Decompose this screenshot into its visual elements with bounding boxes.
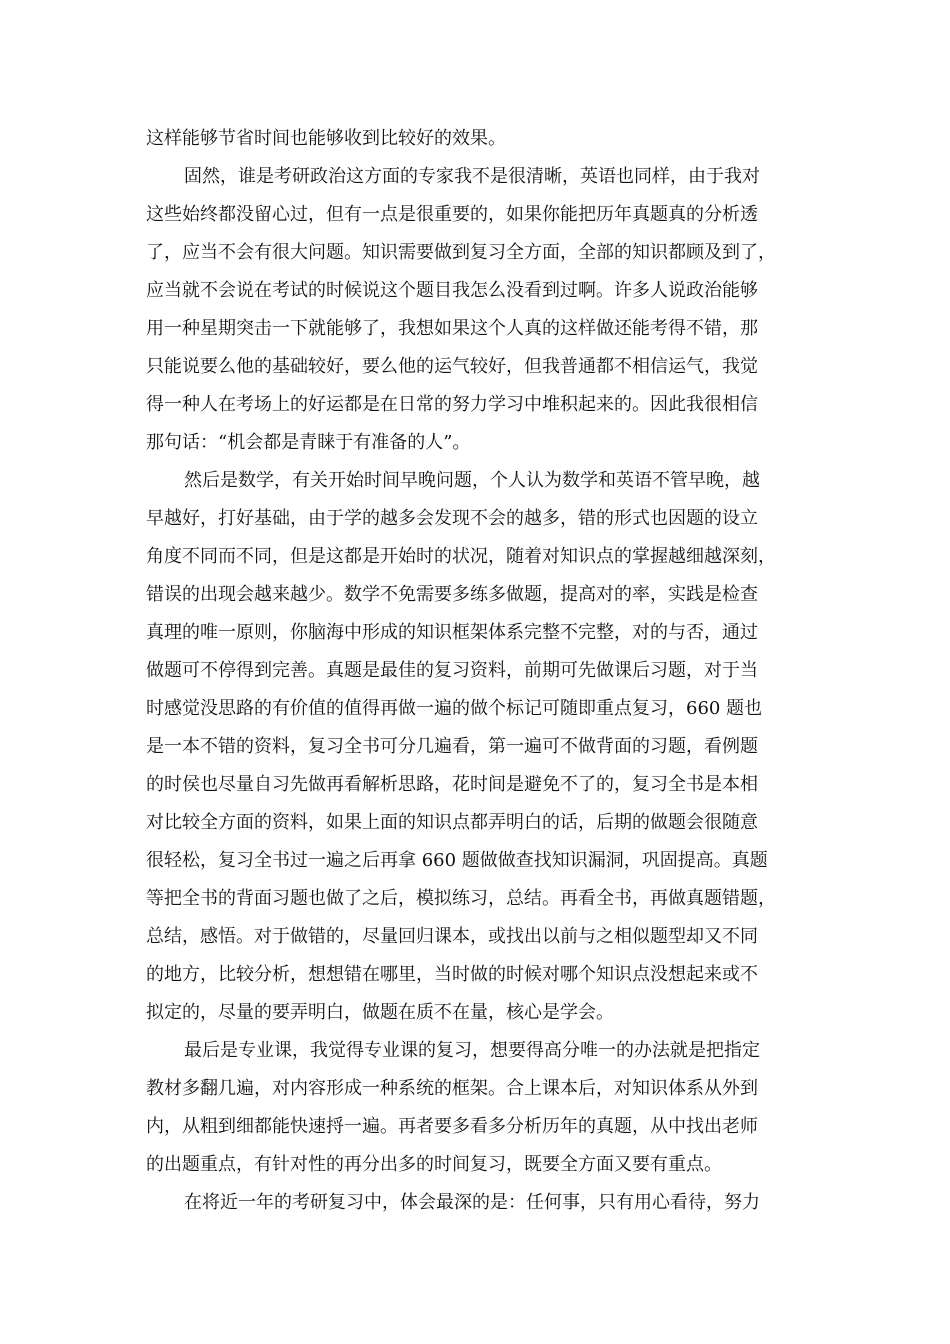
text-line: 得一种人在考场上的好运都是在日常的努力学习中堆积起来的。因此我很相信 — [146, 394, 758, 415]
text-line: 角度不同而不同，但是这都是开始时的状况，随着对知识点的掌握越细越深刻， — [146, 546, 776, 567]
text-line: 总结，感悟。对于做错的，尽量回归课本，或找出以前与之相似题型却又不同 — [146, 926, 758, 947]
text-line: 时感觉没思路的有价值的值得再做一遍的做个标记可随即重点复习，660 题也 — [146, 698, 763, 719]
text-line: 这些始终都没留心过，但有一点是很重要的，如果你能把历年真题真的分析透 — [146, 204, 758, 225]
paragraph-start-politics: 固然，谁是考研政治这方面的专家我不是很清晰，英语也同样，由于我对 — [184, 166, 760, 187]
text-line: 应当就不会说在考试的时候说这个题目我怎么没看到过啊。许多人说政治能够 — [146, 280, 758, 301]
text-line: 的地方，比较分析，想想错在哪里，当时做的时候对哪个知识点没想起来或不 — [146, 964, 758, 985]
text-line: 错误的出现会越来越少。数学不免需要多练多做题，提高对的率，实践是检查 — [146, 584, 758, 605]
text-line: 内，从粗到细都能快速捋一遍。再者要多看多分析历年的真题，从中找出老师 — [146, 1116, 758, 1137]
text-line: 早越好，打好基础，由于学的越多会发现不会的越多，错的形式也因题的设立 — [146, 508, 758, 529]
text-line: 只能说要么他的基础较好，要么他的运气较好，但我普通都不相信运气，我觉 — [146, 356, 758, 377]
text-line: 教材多翻几遍，对内容形成一种系统的框架。合上课本后，对知识体系从外到 — [146, 1078, 758, 1099]
body-text — [146, 120, 808, 1222]
text-line: 对比较全方面的资料，如果上面的知识点都弄明白的话，后期的做题会很随意 — [146, 812, 758, 833]
paragraph-start-math: 然后是数学，有关开始时间早晚问题，个人认为数学和英语不管早晚，越 — [184, 470, 760, 491]
text-line: 拟定的，尽量的要弄明白，做题在质不在量，核心是学会。 — [146, 1002, 614, 1023]
text-line: 做题可不停得到完善。真题是最佳的复习资料，前期可先做课后习题，对于当 — [146, 660, 758, 681]
paragraph-start-major: 最后是专业课，我觉得专业课的复习，想要得高分唯一的办法就是把指定 — [184, 1040, 760, 1061]
text-line: 等把全书的背面习题也做了之后，模拟练习，总结。再看全书，再做真题错题， — [146, 888, 776, 909]
text-line: 那句话：“机会都是青睐于有准备的人”。 — [146, 432, 471, 453]
text-line: 了，应当不会有很大问题。知识需要做到复习全方面，全部的知识都顾及到了， — [146, 242, 776, 263]
text-line: 真理的唯一原则，你脑海中形成的知识框架体系完整不完整，对的与否，通过 — [146, 622, 758, 643]
text-line: 这样能够节省时间也能够收到比较好的效果。 — [146, 128, 506, 149]
text-line: 是一本不错的资料，复习全书可分几遍看，第一遍可不做背面的习题，看例题 — [146, 736, 758, 757]
paragraph-start-conclusion: 在将近一年的考研复习中，体会最深的是：任何事，只有用心看待，努力 — [184, 1192, 760, 1213]
text-line: 的时侯也尽量自习先做再看解析思路，花时间是避免不了的，复习全书是本相 — [146, 774, 758, 795]
text-line: 很轻松，复习全书过一遍之后再拿 660 题做做查找知识漏洞，巩固提高。真题 — [146, 850, 768, 871]
text-line: 用一种星期突击一下就能够了，我想如果这个人真的这样做还能考得不错，那 — [146, 318, 758, 339]
text-line: 的出题重点，有针对性的再分出多的时间复习，既要全方面又要有重点。 — [146, 1154, 722, 1175]
